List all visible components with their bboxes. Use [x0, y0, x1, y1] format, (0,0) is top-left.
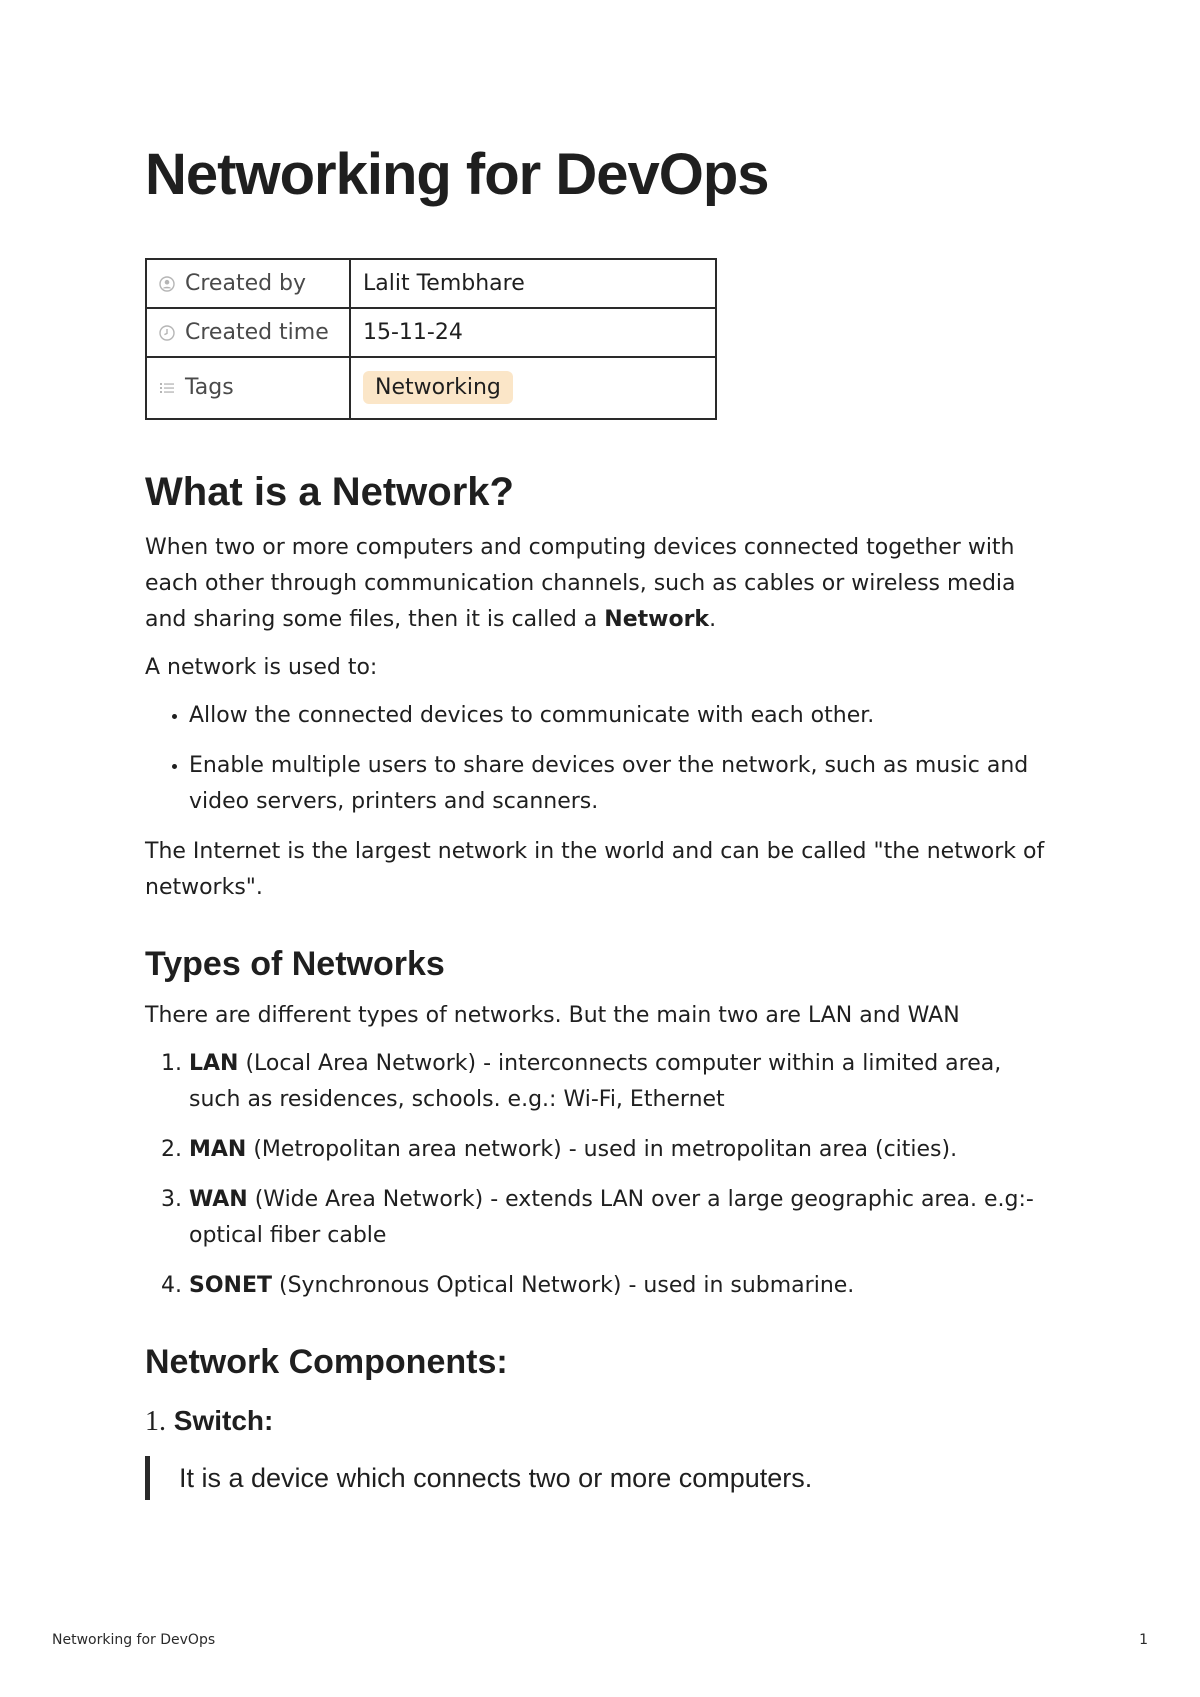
tag-networking[interactable]: Networking [363, 371, 513, 404]
paragraph-internet: The Internet is the largest network in the world and can be called "the network of networks". [145, 838, 1045, 900]
property-label: Created by [185, 270, 307, 296]
heading-types-of-networks: Types of Networks [145, 944, 445, 983]
property-row-created-time [146, 308, 716, 357]
term-desc: (Wide Area Network) - extends LAN over a large geographic area. e.g:- optical fiber cable [189, 1187, 1034, 1249]
heading-number: 1. [145, 1406, 166, 1438]
term-desc: (Metropolitan area network) - used in metropolitan area (cities). [246, 1137, 958, 1163]
text-span: . [709, 606, 717, 632]
numbered-list [145, 1046, 1055, 1304]
term-desc: (Synchronous Optical Network) - used in submarine. [272, 1273, 855, 1299]
quote-block: It is a device which connects two or more computers. [145, 1456, 1055, 1500]
bold-term-network: Network [604, 606, 710, 632]
list-item [189, 1046, 1055, 1118]
property-name-cell [146, 357, 350, 419]
footer-page-number: 1 [1139, 1632, 1148, 1648]
document-page [145, 140, 1055, 1500]
term-wan: WAN [189, 1187, 248, 1213]
list-item [189, 1132, 1055, 1168]
clock-icon [159, 325, 175, 341]
paragraph-used-to: A network is used to: [145, 654, 378, 680]
text-span: When two or more computers and computing devices connected together with each other through communication channels, such as cables or wireless media and sharing some files, then it is called a [145, 534, 1016, 632]
property-value-cell [350, 357, 716, 419]
property-value: 15-11-24 [350, 308, 716, 357]
heading-what-is-network: What is a Network? [145, 469, 514, 514]
list-item: • Enable multiple users to share devices over the network, such as music and video servers, printers and scanners. [189, 748, 1055, 820]
term-lan: LAN [189, 1051, 239, 1077]
property-name-cell [146, 259, 350, 308]
property-row-tags [146, 357, 716, 419]
paragraph-network-definition [145, 530, 1055, 638]
list-icon [159, 380, 175, 396]
bullet-list [145, 698, 1055, 820]
list-item [189, 1182, 1055, 1254]
footer-title: Networking for DevOps [52, 1632, 216, 1648]
heading-network-components: Network Components: [145, 1343, 508, 1382]
properties-table [145, 258, 717, 420]
property-name-cell [146, 308, 350, 357]
page-title: Networking for DevOps [145, 142, 769, 207]
property-label: Created time [185, 319, 329, 345]
heading-switch [145, 1405, 1055, 1438]
property-value: Lalit Tembhare [350, 259, 716, 308]
term-man: MAN [189, 1137, 247, 1163]
term-desc: (Local Area Network) - interconnects computer within a limited area, such as residences, schools. e.g.: Wi-Fi, Ethernet [189, 1051, 1002, 1113]
property-label: Tags [185, 375, 234, 401]
heading-switch-label: Switch: [173, 1405, 274, 1437]
paragraph-types-intro: There are different types of networks. But the main two are LAN and WAN [145, 1003, 960, 1029]
list-item: • Allow the connected devices to communicate with each other. [189, 698, 1055, 734]
user-circle-icon [159, 276, 175, 292]
list-item [189, 1268, 1055, 1304]
term-sonet: SONET [189, 1273, 272, 1299]
property-row-created-by [146, 259, 716, 308]
